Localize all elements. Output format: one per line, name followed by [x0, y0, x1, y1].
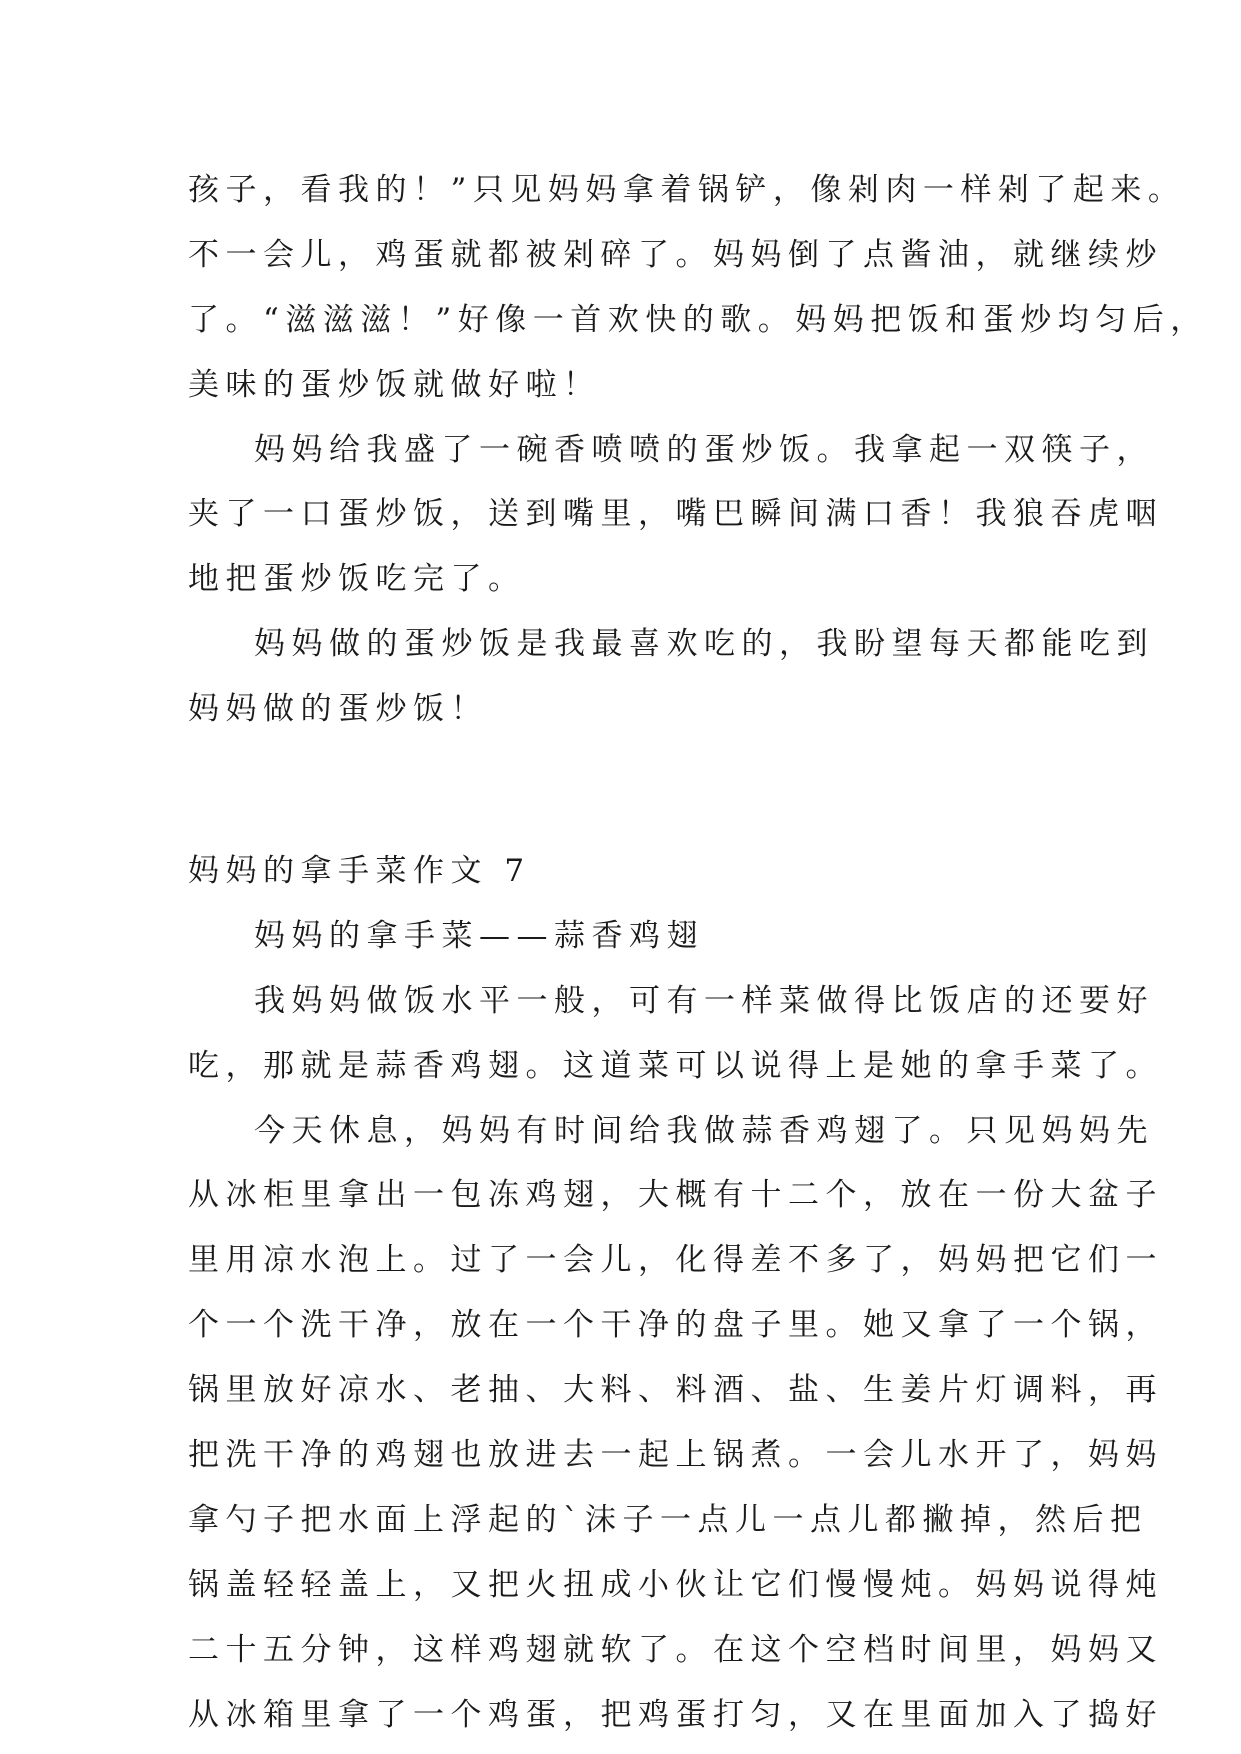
text-line: 不一会儿，鸡蛋就都被剁碎了。妈妈倒了点酱油，就继续炒	[188, 236, 1163, 273]
text-line: 地把蛋炒饭吃完了。	[188, 561, 526, 598]
text-line: 今天休息，妈妈有时间给我做蒜香鸡翅了。只见妈妈先	[254, 1112, 1154, 1149]
text-line: 孩子，看我的！”只见妈妈拿着锅铲，像剁肉一样剁了起来。	[188, 172, 1186, 208]
text-line: 从冰柜里拿出一包冻鸡翅，大概有十二个，放在一份大盆子	[188, 1177, 1163, 1214]
text-line: 拿勺子把水面上浮起的`沫子一点儿一点儿都撇掉，然后把	[188, 1501, 1148, 1538]
text-line: 我妈妈做饭水平一般，可有一样菜做得比饭店的还要好	[254, 982, 1154, 1019]
document-body	[188, 158, 1208, 1747]
text-line: 了。“滋滋滋！”好像一首欢快的歌。妈妈把饭和蛋炒均匀后，	[188, 301, 1208, 338]
text-line: 夹了一口蛋炒饭，送到嘴里，嘴巴瞬间满口香！我狼吞虎咽	[188, 496, 1163, 533]
text-line: 里用凉水泡上。过了一会儿，化得差不多了，妈妈把它们一	[188, 1242, 1163, 1279]
text-line: 吃，那就是蒜香鸡翅。这道菜可以说得上是她的拿手菜了。	[188, 1047, 1163, 1084]
text-line: 美味的蛋炒饭就做好啦！	[188, 366, 601, 403]
text-line: 二十五分钟，这样鸡翅就软了。在这个空档时间里，妈妈又	[188, 1631, 1163, 1668]
text-line: 从冰箱里拿了一个鸡蛋，把鸡蛋打匀，又在里面加入了捣好	[188, 1696, 1163, 1733]
text-line: 把洗干净的鸡翅也放进去一起上锅煮。一会儿水开了，妈妈	[188, 1437, 1163, 1474]
text-line: 锅盖轻轻盖上，又把火扭成小伙让它们慢慢炖。妈妈说得炖	[188, 1566, 1163, 1603]
essay-title: 妈妈的拿手菜——蒜香鸡翅	[254, 917, 704, 954]
text-line: 个一个洗干净，放在一个干净的盘子里。她又拿了一个锅，	[188, 1307, 1163, 1344]
text-line: 妈妈做的蛋炒饭是我最喜欢吃的，我盼望每天都能吃到	[254, 626, 1154, 663]
text-line: 妈妈做的蛋炒饭！	[188, 691, 488, 728]
section-gap	[188, 742, 1068, 839]
section-heading: 妈妈的拿手菜作文 7	[188, 853, 531, 890]
text-line: 妈妈给我盛了一碗香喷喷的蛋炒饭。我拿起一双筷子，	[254, 431, 1154, 468]
text-line: 锅里放好凉水、老抽、大料、料酒、盐、生姜片灯调料，再	[188, 1372, 1163, 1409]
